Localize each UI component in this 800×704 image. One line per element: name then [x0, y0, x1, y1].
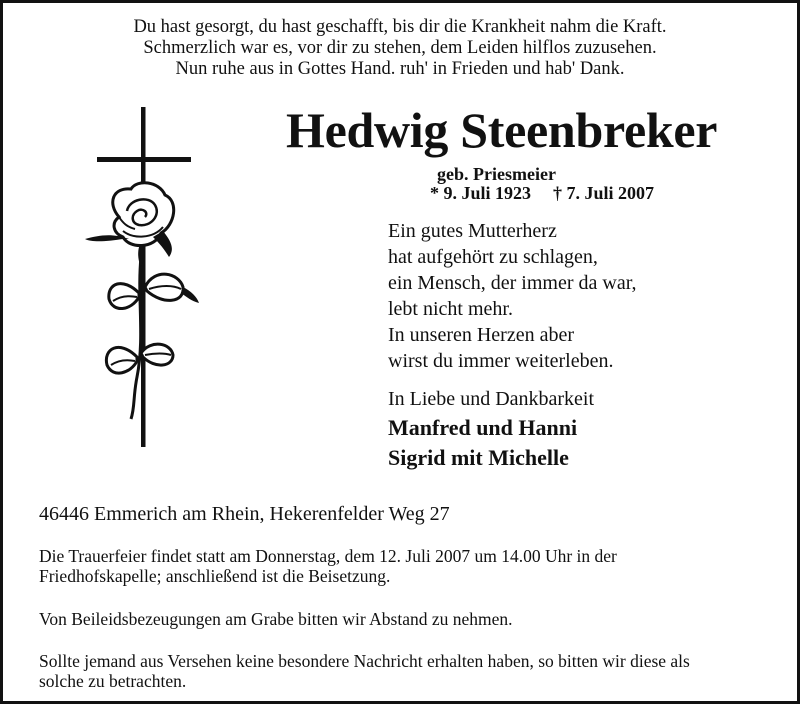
notice-note: [39, 651, 759, 691]
verse-line: Du hast gesorgt, du hast geschafft, bis dir die Krankheit nahm die Kraft.: [133, 17, 667, 37]
rose-bloom: [85, 183, 174, 267]
poem-line: wirst du immer weiterleben.: [388, 350, 614, 372]
maiden-name: geb. Priesmeier: [437, 164, 556, 184]
condolence-line: Von Beileidsbezeugungen am Grabe bitten wir Abstand zu nehmen.: [39, 609, 513, 629]
poem-line: Ein gutes Mutterherz: [388, 220, 557, 242]
verse-line: Schmerzlich war es, vor dir zu stehen, dem Leiden hilflos zuzusehen.: [143, 38, 657, 58]
rose-leaves: [106, 274, 199, 373]
service-line: Friedhofskapelle; anschließend ist die Beisetzung.: [39, 566, 391, 586]
verse-line: Nun ruhe aus in Gottes Hand. ruh' in Frieden und hab' Dank.: [175, 59, 625, 79]
mourners-list: [388, 413, 577, 473]
service-info: [39, 546, 759, 586]
deceased-name: Hedwig Steenbreker: [286, 102, 718, 158]
poem-line: In unseren Herzen aber: [388, 324, 575, 346]
condolence-note: [39, 609, 759, 629]
life-dates: [430, 182, 654, 204]
memorial-verse: [3, 17, 797, 80]
mourner-name: Manfred und Hanni: [388, 415, 578, 440]
notice-line: solche zu betrachten.: [39, 671, 187, 691]
poem-line: lebt nicht mehr.: [388, 298, 513, 320]
mourner-name: Sigrid mit Michelle: [388, 445, 569, 470]
notice-line: Sollte jemand aus Versehen keine besondere Nachricht erhalten haben, so bitten wir diese als: [39, 651, 690, 671]
rose-stem: [131, 257, 141, 419]
poem: [388, 218, 637, 374]
mourners-intro: In Liebe und Dankbarkeit: [388, 388, 595, 410]
birth-date: * 9. Juli 1923: [430, 183, 532, 203]
poem-line: hat aufgehört zu schlagen,: [388, 246, 598, 268]
service-line: Die Trauerfeier findet statt am Donnerstag, dem 12. Juli 2007 um 14.00 Uhr in der: [39, 546, 617, 566]
death-date: † 7. Juli 2007: [553, 183, 655, 203]
family-address: 46446 Emmerich am Rhein, Hekerenfelder Weg 27: [39, 503, 450, 525]
cross-and-rose-icon: [79, 107, 205, 447]
poem-line: ein Mensch, der immer da war,: [388, 272, 637, 294]
cross-horizontal-beam: [97, 157, 191, 162]
